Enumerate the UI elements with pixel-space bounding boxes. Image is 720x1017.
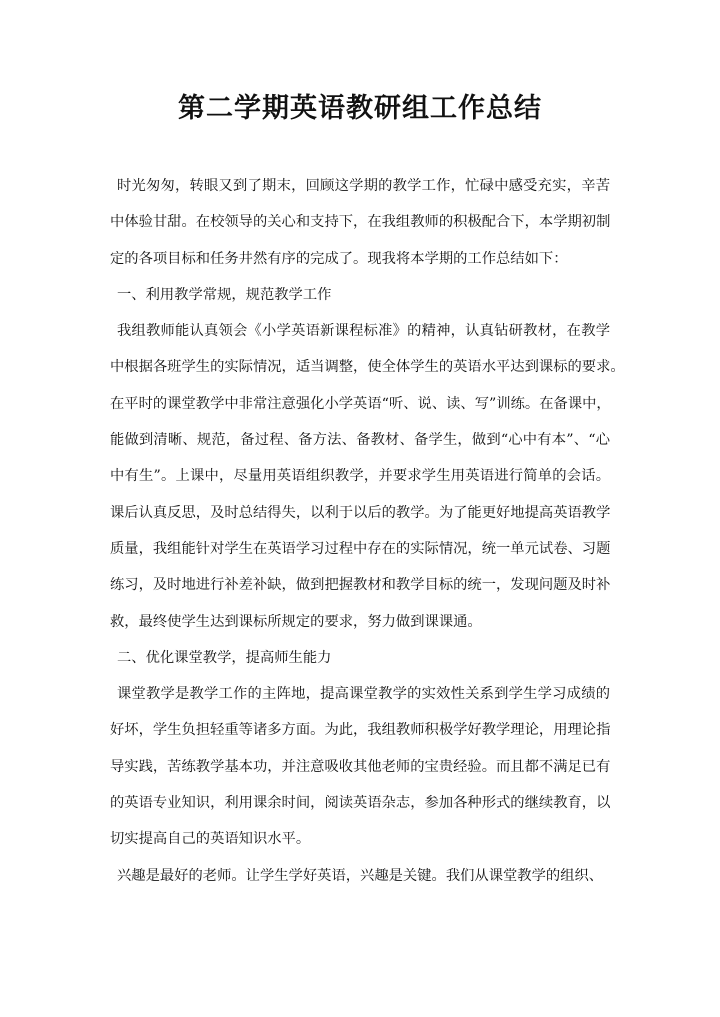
document-title: 第二学期英语教研组工作总结 (178, 93, 542, 124)
section-heading (110, 640, 610, 676)
paragraph (110, 858, 610, 894)
text-line: 能做到清晰、规范，备过程、备方法、备教材、备学生，做到“心中有本”、“心 (110, 432, 610, 449)
text-line: 的英语专业知识，利用课余时间，阅读英语杂志，参加各种形式的继续教育，以 (110, 795, 611, 812)
paragraph (110, 676, 610, 857)
text-line: 导实践，苦练教学基本功，并注意吸收其他老师的宝贵经验。而且都不满足已有 (110, 758, 611, 775)
text-line: 好坏，学生负担轻重等诸多方面。为此，我组教师积极学好教学理论，用理论指 (110, 722, 611, 739)
document-body (110, 168, 625, 894)
text-line: 兴趣是最好的老师。让学生学好英语，兴趣是关键。我们从课堂教学的组织、 (117, 867, 604, 884)
paragraph (110, 168, 610, 277)
text-line: 质量，我组能针对学生在英语学习过程中存在的实际情况，统一单元试卷、习题 (110, 540, 611, 557)
text-line: 中根据各班学生的实际情况，适当调整，使全体学生的英语水平达到课标的要求。 (110, 359, 625, 376)
text-line: 定的各项目标和任务井然有序的完成了。现我将本学期的工作总结如下： (110, 250, 568, 267)
text-line: 在平时的课堂教学中非常注意强化小学英语“听、说、读、写”训练。在备课中， (110, 395, 611, 412)
text-line: 中有生”。上课中，尽量用英语组织教学，并要求学生用英语进行简单的会话。 (110, 468, 610, 485)
section-heading (110, 277, 610, 313)
text-line: 课后认真反思，及时总结得失，以利于以后的教学。为了能更好地提高英语教学 (110, 504, 611, 521)
text-line: 救，最终使学生达到课标所规定的要求，努力做到课课通。 (110, 613, 482, 630)
text-line: 中体验甘甜。在校领导的关心和支持下，在我组教师的积极配合下，本学期初制 (110, 214, 611, 231)
text-line: 我组教师能认真领会《小学英语新课程标准》的精神，认真钻研教材，在教学 (117, 323, 610, 340)
text-line: 练习，及时地进行补差补缺，做到把握教材和教学目标的统一，发现问题及时补 (110, 577, 611, 594)
paragraph (110, 313, 625, 640)
text-line: 二、优化课堂教学，提高师生能力 (117, 649, 332, 666)
text-line: 一、利用教学常规，规范教学工作 (117, 286, 332, 303)
text-line: 课堂教学是教学工作的主阵地，提高课堂教学的实效性关系到学生学习成绩的 (117, 686, 610, 703)
text-line: 时光匆匆，转眼又到了期末，回顾这学期的教学工作，忙碌中感受充实，辛苦 (117, 178, 610, 194)
text-line: 切实提高自己的英语知识水平。 (110, 831, 311, 848)
